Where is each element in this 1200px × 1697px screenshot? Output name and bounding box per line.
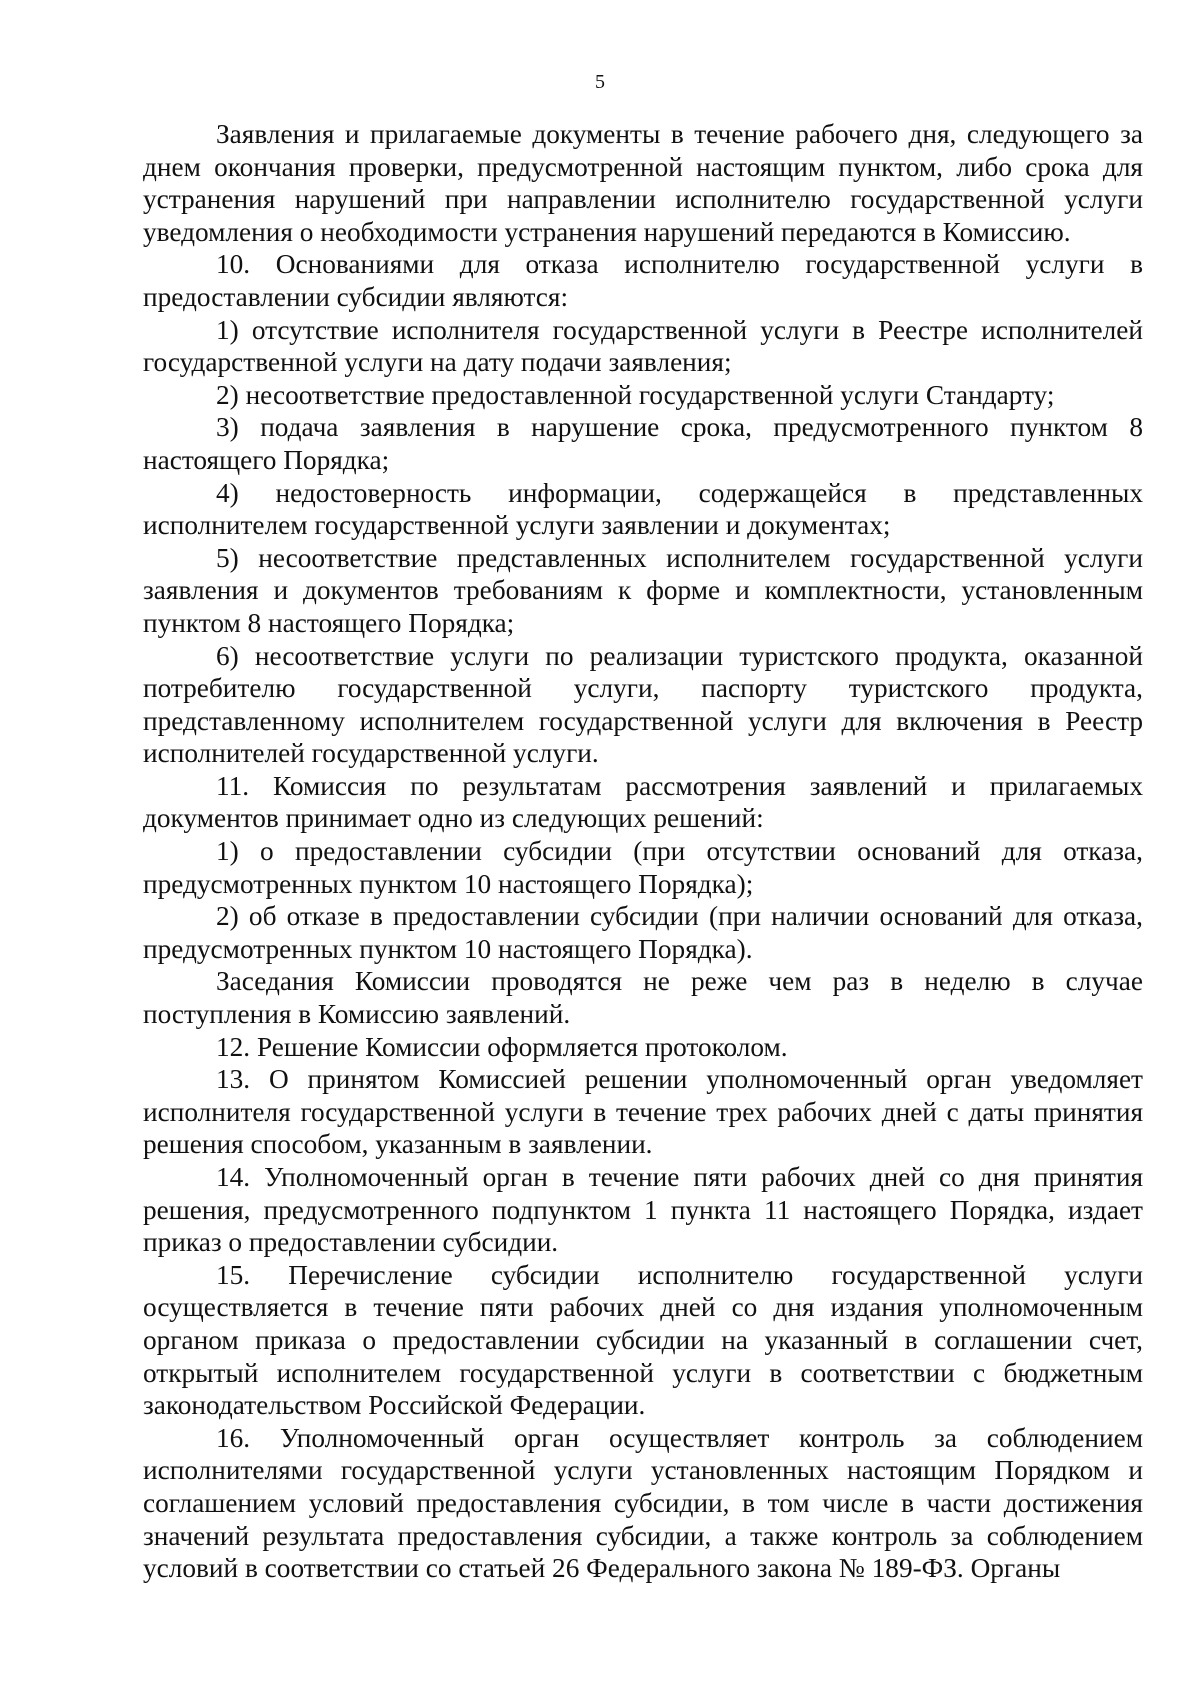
paragraph-10-item-6: 6) несоответствие услуги по реализации туристского продукта, оказанной потребителю государственной услуги, паспорту туристского продукта, представленному исполнителем государственной услуги для включения в Реестр исполнителей государственной услуги. — [143, 640, 1143, 769]
paragraph-10-item-5: 5) несоответствие представленных исполнителем государственной услуги заявления и документов требованиям к форме и комплектности, установленным пунктом 8 настоящего Порядка; — [143, 542, 1143, 638]
paragraph-14-order: 14. Уполномоченный орган в течение пяти рабочих дней со дня принятия решения, предусмотренного подпунктом 1 пункта 11 настоящего Порядка, издает приказ о предоставлении субсидии. — [143, 1162, 1143, 1258]
paragraph-10-item-4: 4) недостоверность информации, содержащейся в представленных исполнителем государственной услуги заявлении и документах; — [143, 477, 1143, 541]
paragraph-13-notification: 13. О принятом Комиссией решении уполномоченный орган уведомляет исполнителя государственной услуги в течение трех рабочих дней с даты принятия решения способом, указанным в заявлении. — [143, 1064, 1143, 1160]
paragraph-commission-meetings: Заседания Комиссии проводятся не реже чем раз в неделю в случае поступления в Комиссию заявлений. — [143, 966, 1143, 1030]
document-body — [143, 118, 1143, 1585]
paragraph-10-item-2: 2) несоответствие предоставленной государственной услуги Стандарту; — [216, 379, 1055, 410]
paragraph-applications-transfer: Заявления и прилагаемые документы в течение рабочего дня, следующего за днем окончания проверки, предусмотренной настоящим пунктом, либо срока для устранения нарушений при направлении исполнителю государственной услуги уведомления о необходимости устранения нарушений передаются в Комиссию. — [143, 119, 1143, 247]
page-number: 5 — [595, 71, 605, 93]
paragraph-10-refusal-grounds: 10. Основаниями для отказа исполнителю государственной услуги в предоставлении субсидии являются: — [143, 249, 1143, 312]
paragraph-11-item-2: 2) об отказе в предоставлении субсидии (при наличии оснований для отказа, предусмотренных пунктом 10 настоящего Порядка). — [143, 901, 1143, 964]
paragraph-10-item-3: 3) подача заявления в нарушение срока, предусмотренного пунктом 8 настоящего Порядка; — [143, 412, 1143, 475]
paragraph-11-item-1: 1) о предоставлении субсидии (при отсутствии оснований для отказа, предусмотренных пунктом 10 настоящего Порядка); — [143, 836, 1143, 899]
paragraph-16-control: 16. Уполномоченный орган осуществляет контроль за соблюдением исполнителями государственной услуги установленных настоящим Порядком и соглашением условий предоставления субсидии, в том числе в части достижения значений результата предоставления субсидии, а также контроль за соблюдением условий в соответствии со статьей 26 Федерального закона № 189-ФЗ. Органы — [143, 1422, 1143, 1584]
paragraph-15-transfer: 15. Перечисление субсидии исполнителю государственной услуги осуществляется в течение пяти рабочих дней со дня издания уполномоченным органом приказа о предоставлении субсидии на указанный в соглашении счет, открытый исполнителем государственной услуги в соответствии с бюджетным законодательством Российской Федерации. — [143, 1259, 1143, 1421]
paragraph-10-item-1: 1) отсутствие исполнителя государственной услуги в Реестре исполнителей государственной услуги на дату подачи заявления; — [143, 314, 1143, 378]
paragraph-11-commission-decisions: 11. Комиссия по результатам рассмотрения заявлений и прилагаемых документов принимает одно из следующих решений: — [143, 770, 1143, 834]
paragraph-12-protocol: 12. Решение Комиссии оформляется протоколом. — [216, 1031, 788, 1062]
